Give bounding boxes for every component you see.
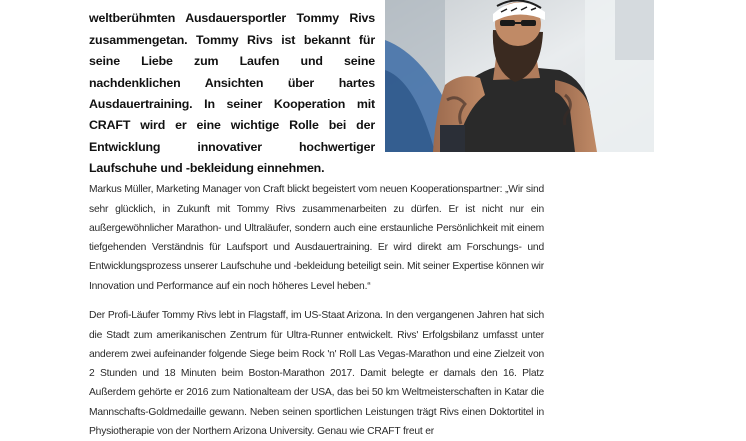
athlete-photo <box>385 0 654 152</box>
quote-paragraph: Markus Müller, Marketing Manager von Craft blickt begeistert vom neuen Kooperationspartner: „Wir sind sehr glücklich, in Zukunft mit Tommy Rivs zusammenarbeiten zu dürfen. Er ist nicht nur ein außergewöhnlicher Marathon- und Ultraläufer, sondern auch eine erstaunliche Persönlichkeit mit einem tiefgehenden Verständnis für Laufsport und Ausdauertraining. Er wird direkt am Forschungs- und Entwicklungsprozess unserer Laufschuhe und -bekleidung beteiligt sein. Mit seiner Expertise können wir Innovation und Performance auf ein noch höheres Level heben.“ <box>89 184 544 292</box>
lead-paragraph: weltberühmten Ausdauersportler Tommy Rivs zusammengetan. Tommy Rivs ist bekannt für seine Liebe zum Laufen und seine nachdenklichen Ansichten über hartes Ausdauertraining. In seiner Kooperation mit CRAFT wird er eine wichtige Rolle bei der Entwicklung innovativer hochwertiger Laufschuhe und -bekleidung einnehmen. <box>89 11 375 176</box>
athlete-photo-illustration <box>385 0 654 152</box>
bio-paragraph: Der Profi-Läufer Tommy Rivs lebt in Flagstaff, im US-Staat Arizona. In den vergangenen Jahren hat sich die Stadt zum amerikanischen Zentrum für Ultra-Runner entwickelt. Rivs' Erfolgsbilanz umfasst unter anderem zwei aufeinander folgende Siege beim Rock 'n' Roll Las Vegas-Marathon und eine Zielzeit von 2 Stunden und 18 Minuten beim Boston-Marathon 2017. Damit belegte er damals den 16. Platz Außerdem gehörte er 2016 zum Nationalteam der USA, das bei 50 km Weltmeisterschaften in Katar die Mannschafts-Goldmedaille gewann. Neben seinen sportlichen Leistungen trägt Rivs einen Doktortitel in Physiotherapie von der Northern Arizona University. Genau wie CRAFT freut er <box>89 310 544 438</box>
